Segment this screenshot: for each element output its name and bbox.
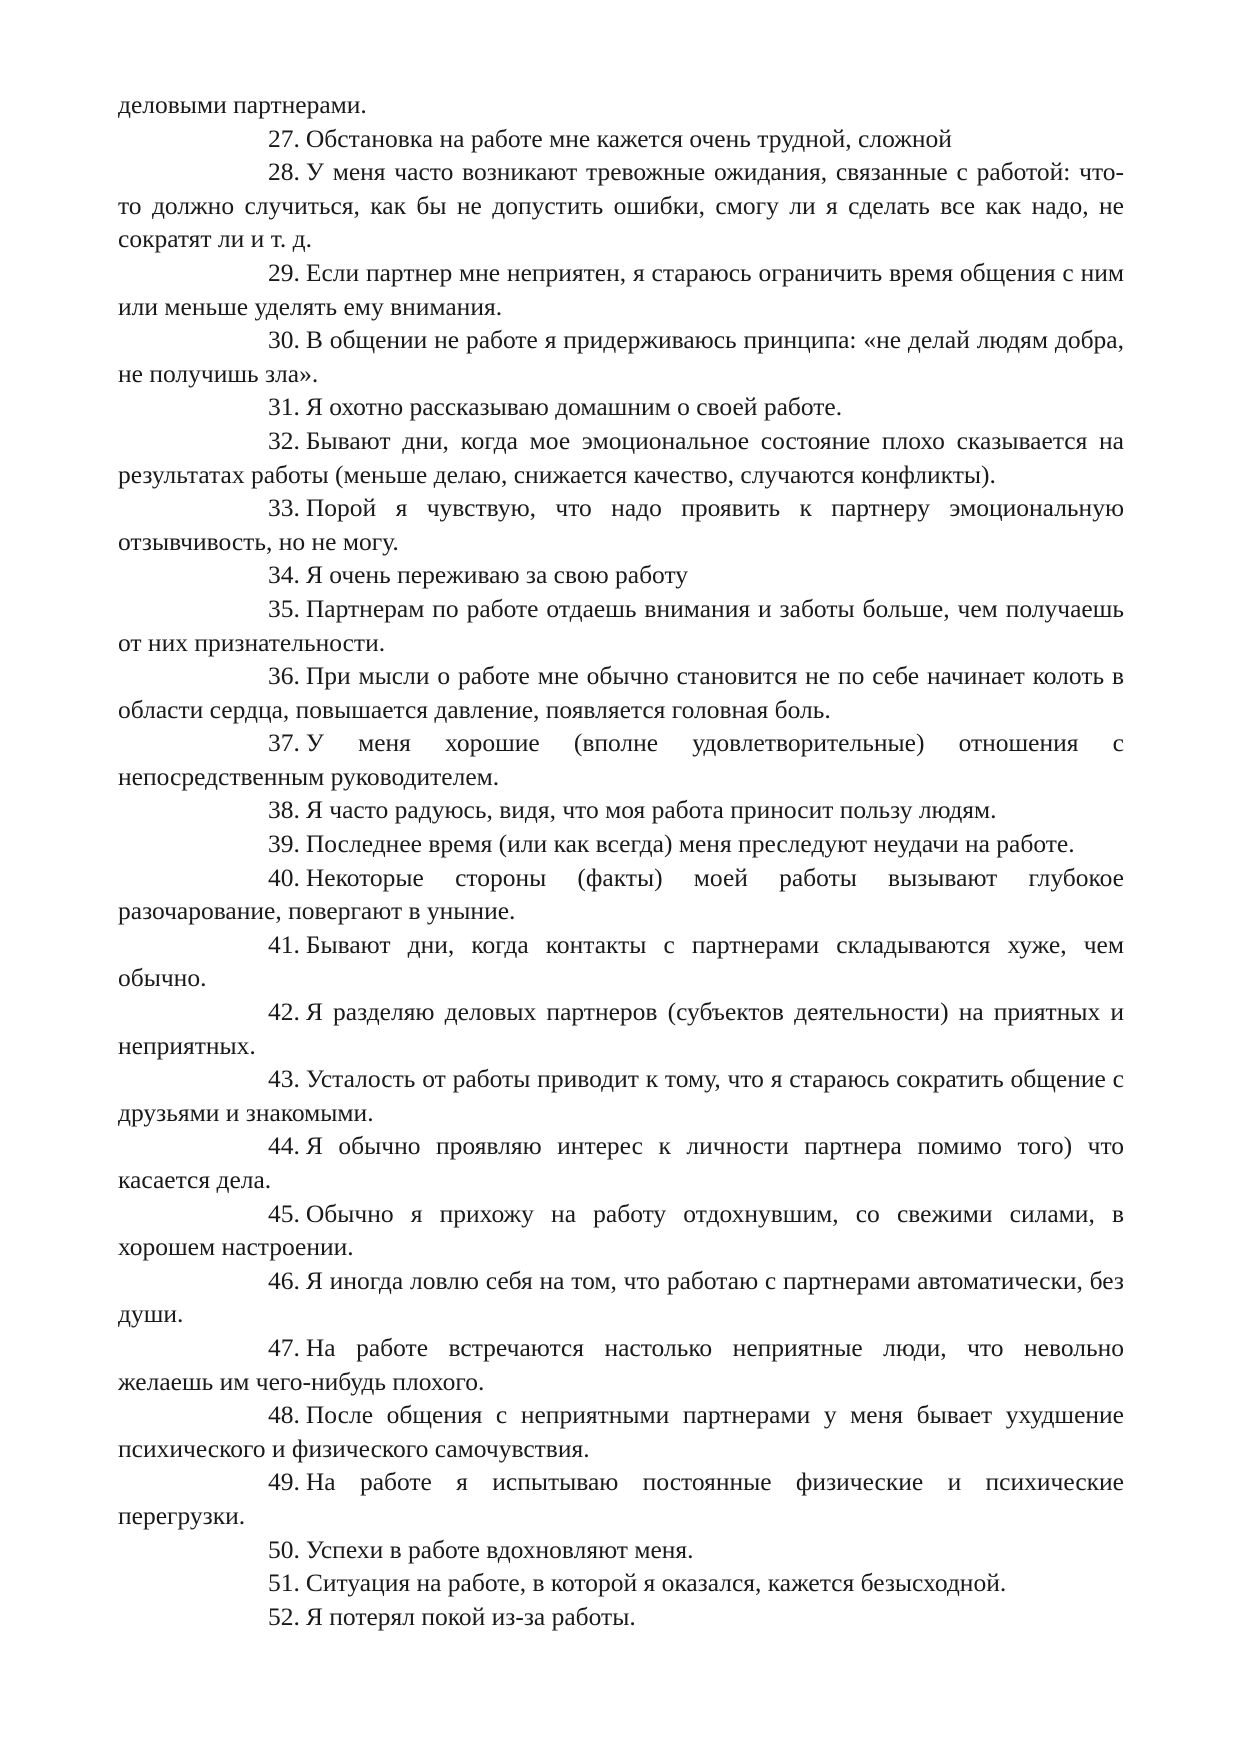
questionnaire-item <box>118 1566 1124 1600</box>
item-text: На работе я испытываю постоянные физические и психические перегрузки. <box>118 1467 1124 1530</box>
questionnaire-item <box>118 995 1124 1062</box>
questionnaire-item <box>118 390 1124 424</box>
item-number: 30. <box>268 325 300 355</box>
item-number: 40. <box>268 862 300 892</box>
item-number: 49. <box>268 1467 300 1497</box>
item-text: У меня хорошие (вполне удовлетворительные) отношения с непосредственным руководителем. <box>118 728 1124 791</box>
item-text: Я часто радуюсь, видя, что моя работа приносит пользу людям. <box>305 795 997 825</box>
item-text: Усталость от работы приводит к тому, что я стараюсь сократить общение с друзьями и знакомыми. <box>118 1064 1124 1127</box>
item-number: 46. <box>268 1265 300 1295</box>
questionnaire-item <box>118 256 1124 323</box>
item-text: Обычно я прихожу на работу отдохнувшим, со свежими силами, в хорошем настроении. <box>118 1198 1124 1262</box>
item-text: Некоторые стороны (факты) моей работы вызывают глубокое разочарование, повергают в уныние. <box>118 862 1124 926</box>
item-number: 35. <box>268 593 300 623</box>
item-text: У меня часто возникают тревожные ожидания, связанные с работой: что-то должно случиться, как бы не допустить ошибки, смогу ли я сделать все как надо, не сократят ли и т. д. <box>118 157 1124 254</box>
item-number: 37. <box>268 728 300 758</box>
item-text: Если партнер мне неприятен, я стараюсь ограничить время общения с ним или меньше уделять ему внимания. <box>118 257 1124 321</box>
questionnaire-item <box>118 592 1124 659</box>
item-text: Я охотно рассказываю домашним о своей работе. <box>305 392 843 422</box>
item-number: 42. <box>268 997 300 1027</box>
questionnaire-item <box>118 1197 1124 1264</box>
questionnaire-item <box>118 1600 1124 1634</box>
questionnaire-item <box>118 491 1124 558</box>
item-number: 27. <box>268 123 300 153</box>
item-number: 44. <box>268 1131 300 1161</box>
questionnaire-item <box>118 1533 1124 1567</box>
questionnaire-item <box>118 155 1124 256</box>
questionnaire-item <box>118 323 1124 390</box>
questionnaire-item <box>118 558 1124 592</box>
item-number: 48. <box>268 1400 300 1430</box>
item-text: Обстановка на работе мне кажется очень трудной, сложной <box>305 123 952 153</box>
questionnaire-item <box>118 1062 1124 1129</box>
questionnaire-item <box>118 1465 1124 1532</box>
item-text: При мысли о работе мне обычно становится не по себе начинает колоть в области сердца, повышается давление, появляется головная боль. <box>118 661 1124 724</box>
item-text: Я очень переживаю за свою работу <box>305 560 689 590</box>
item-number: 43. <box>268 1064 300 1094</box>
item-text: Я иногда ловлю себя на том, что работаю с партнерами автоматически, без души. <box>118 1265 1124 1329</box>
questionnaire-item <box>118 1129 1124 1196</box>
item-text: Партнерам по работе отдаешь внимания и заботы больше, чем получаешь от них признательности. <box>118 593 1124 657</box>
item-text: В общении не работе я придерживаюсь принципа: «не делай людям добра, не получишь зла». <box>118 325 1124 388</box>
item-text: Я разделяю деловых партнеров (субъектов деятельности) на приятных и неприятных. <box>118 997 1124 1060</box>
item-number: 29. <box>268 257 300 287</box>
questionnaire-item <box>118 726 1124 793</box>
item-number: 31. <box>268 392 300 422</box>
item-number: 32. <box>268 425 300 455</box>
questionnaire-item <box>118 1331 1124 1398</box>
questionnaire-item <box>118 827 1124 861</box>
item-text: Ситуация на работе, в которой я оказался, кажется безысходной. <box>305 1568 1007 1598</box>
item-number: 39. <box>268 829 300 859</box>
item-number: 28. <box>268 157 300 187</box>
document-page <box>118 88 1124 1633</box>
item-number: 45. <box>268 1198 300 1228</box>
questionnaire-item <box>118 861 1124 928</box>
item-text: Бывают дни, когда контакты с партнерами складываются хуже, чем обычно. <box>118 929 1124 993</box>
item-number: 47. <box>268 1332 300 1362</box>
item-number: 41. <box>268 929 300 959</box>
item-text: После общения с неприятными партнерами у меня бывает ухудшение психического и физического самочувствия. <box>118 1400 1124 1463</box>
item-number: 38. <box>268 795 300 825</box>
item-text: Последнее время (или как всегда) меня преследуют неудачи на работе. <box>305 829 1075 859</box>
item-text: На работе встречаются настолько неприятные люди, что невольно желаешь им чего-нибудь плохого. <box>118 1332 1124 1396</box>
item-text: Успехи в работе вдохновляют меня. <box>305 1534 694 1564</box>
questionnaire-item <box>118 928 1124 995</box>
continuation-text: деловыми партнерами. <box>118 90 367 119</box>
item-number: 50. <box>268 1534 300 1564</box>
item-text: Бывают дни, когда мое эмоциональное состояние плохо сказывается на результатах работы (меньше делаю, снижается качество, случаются конфликты). <box>118 425 1124 489</box>
item-text: Я потерял покой из-за работы. <box>305 1601 636 1631</box>
questionnaire-item <box>118 424 1124 491</box>
item-text: Порой я чувствую, что надо проявить к партнеру эмоциональную отзывчивость, но не могу. <box>118 493 1124 556</box>
item-number: 34. <box>268 560 300 590</box>
questionnaire-item <box>118 1264 1124 1331</box>
item-number: 33. <box>268 493 300 523</box>
questionnaire-item <box>118 1398 1124 1465</box>
questionnaire-item <box>118 659 1124 726</box>
item-number: 36. <box>268 661 300 691</box>
item-number: 51. <box>268 1568 300 1598</box>
questionnaire-item <box>118 122 1124 156</box>
item-text: Я обычно проявляю интерес к личности партнера помимо того) что касается дела. <box>118 1131 1124 1194</box>
questionnaire-item <box>118 793 1124 827</box>
item-number: 52. <box>268 1601 300 1631</box>
